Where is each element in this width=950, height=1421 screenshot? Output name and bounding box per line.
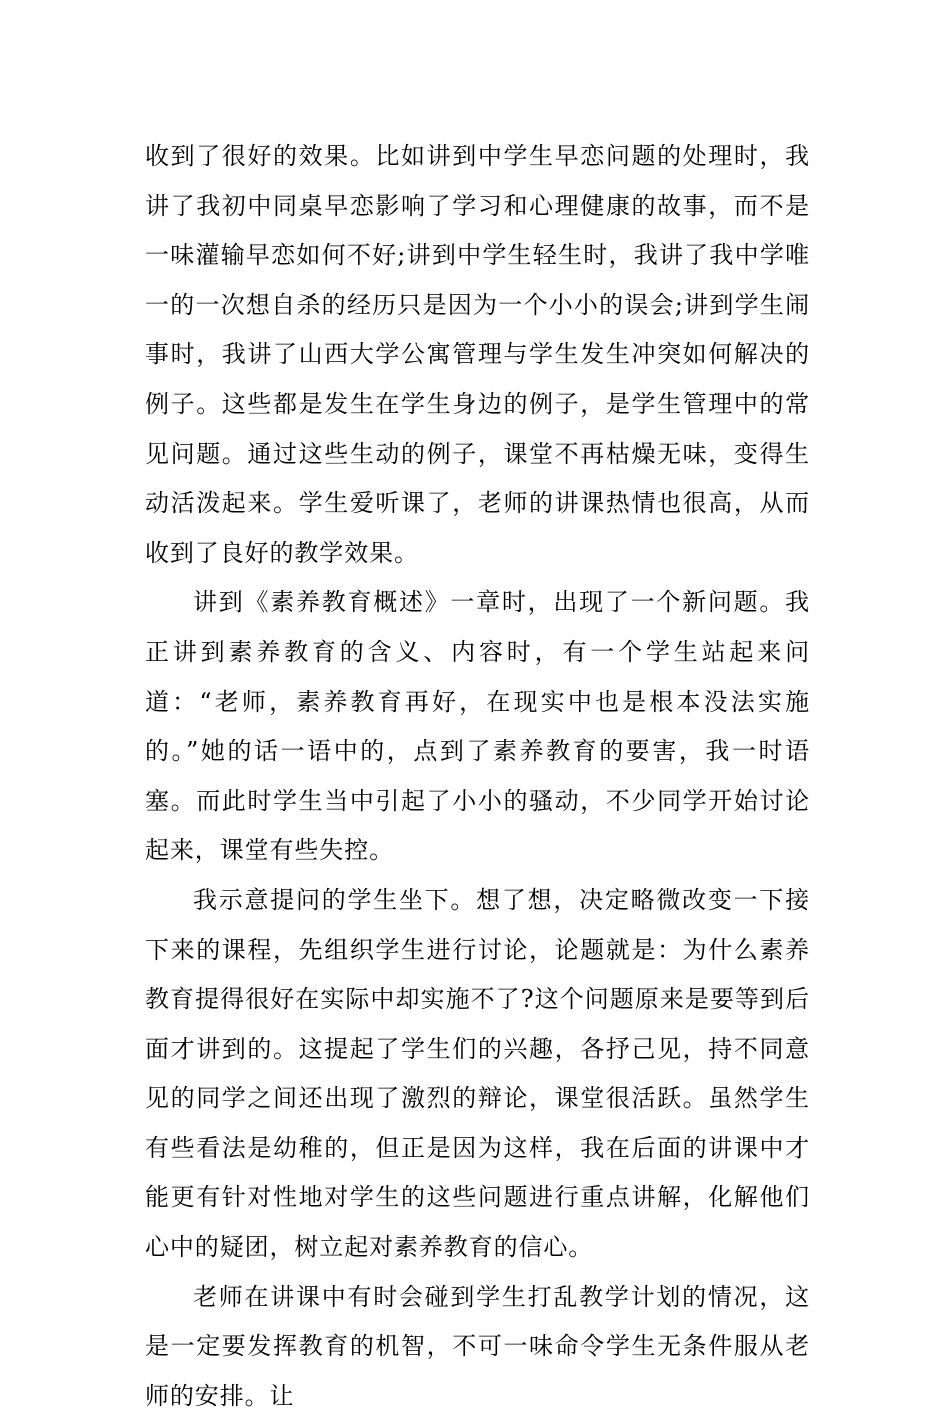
paragraph-2: 讲到《素养教育概述》一章时，出现了一个新问题。我正讲到素养教育的含义、内容时，有一个学生站起来问道：“老师，素养教育再好，在现实中也是根本没法实施的。”她的话一语中的，点到了素养教育的要害，我一时语塞。而此时学生当中引起了小小的骚动，不少同学开始讨论起来，课堂有些失控。 xyxy=(145,588,810,865)
body-text xyxy=(145,132,810,1421)
paragraph-4: 老师在讲课中有时会碰到学生打乱教学计划的情况，这是一定要发挥教育的机智，不可一味命令学生无条件服从老师的安排。让 xyxy=(145,1282,810,1410)
paragraph-1: 收到了很好的效果。比如讲到中学生早恋问题的处理时，我讲了我初中同桌早恋影响了学习和心理健康的故事，而不是一味灌输早恋如何不好;讲到中学生轻生时，我讲了我中学唯一的一次想自杀的经历只是因为一个小小的误会;讲到学生闹事时，我讲了山西大学公寓管理与学生发生冲突如何解决的例子。这些都是发生在学生身边的例子，是学生管理中的常见问题。通过这些生动的例子，课堂不再枯燥无味，变得生动活泼起来。学生爱听课了，老师的讲课热情也很高，从而收到了良好的教学效果。 xyxy=(145,142,810,567)
paragraph-3: 我示意提问的学生坐下。想了想，决定略微改变一下接下来的课程，先组织学生进行讨论，论题就是：为什么素养教育提得很好在实际中却实施不了?这个问题原来是要等到后面才讲到的。这提起了学生们的兴趣，各抒己见，持不同意见的同学之间还出现了激烈的辩论，课堂很活跃。虽然学生有些看法是幼稚的，但正是因为这样，我在后面的讲课中才能更有针对性地对学生的这些问题进行重点讲解，化解他们心中的疑团，树立起对素养教育的信心。 xyxy=(145,885,810,1262)
